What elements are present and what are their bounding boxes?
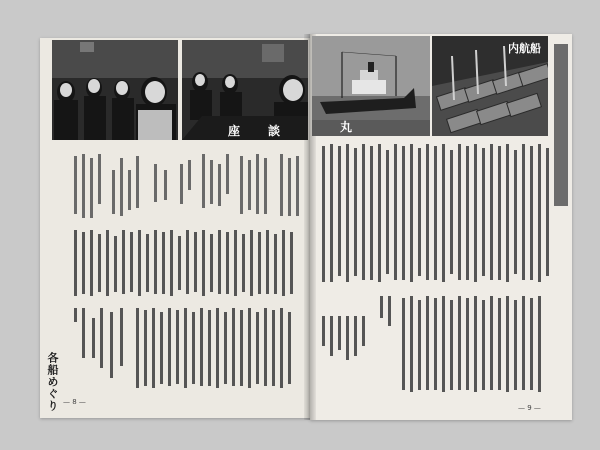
edge-photo-strip bbox=[554, 44, 568, 206]
right-upper-text-block bbox=[318, 140, 552, 288]
dock-caption: 内航船 bbox=[508, 42, 541, 55]
left-lower-text-block bbox=[70, 304, 304, 394]
page-number-right: — 9 — bbox=[518, 404, 541, 412]
right-lower-text-block bbox=[318, 292, 552, 398]
margin-title: 各船めぐり bbox=[46, 352, 59, 412]
left-upper-text-block bbox=[70, 150, 304, 224]
page-number-left: — 8 — bbox=[63, 398, 86, 406]
left-middle-text-block bbox=[70, 226, 304, 300]
ship-photo bbox=[312, 36, 430, 136]
meeting-caption-1: 座 bbox=[228, 124, 241, 138]
ship-caption: 丸 bbox=[340, 120, 353, 134]
meeting-caption-2: 談 bbox=[268, 124, 281, 138]
